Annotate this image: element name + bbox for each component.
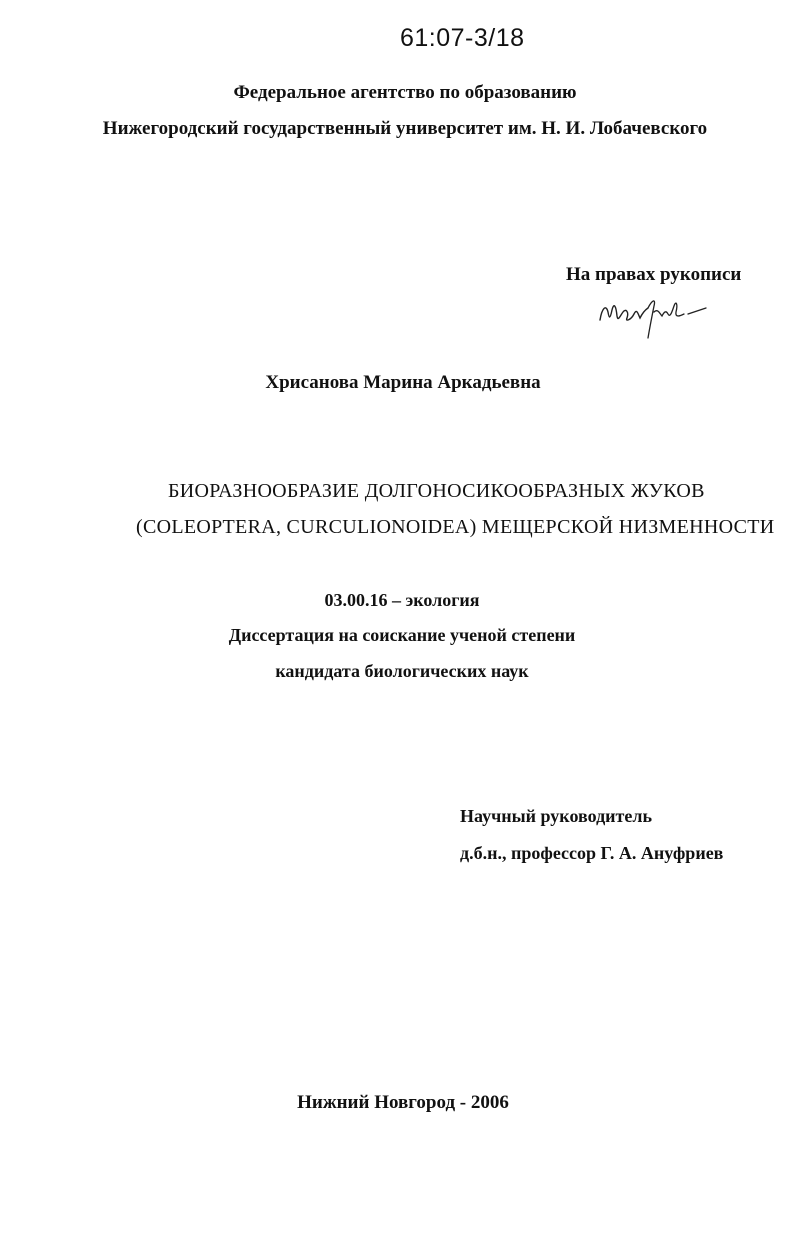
dissertation-title-line-2: (COLEOPTERA, CURCULIONOIDEA) МЕЩЕРСКОЙ НИЗМЕННОСТИ	[136, 516, 775, 538]
handwritten-signature	[596, 290, 708, 340]
dissertation-title-line-1: БИОРАЗНООБРАЗИЕ ДОЛГОНОСИКООБРАЗНЫХ ЖУКОВ	[168, 480, 705, 502]
degree-statement: кандидата биологических наук	[275, 661, 529, 681]
supervisor-name: д.б.н., профессор Г. А. Ануфриев	[460, 843, 724, 863]
author-name: Хрисанова Марина Аркадьевна	[265, 372, 541, 393]
place-and-year: Нижний Новгород - 2006	[297, 1092, 509, 1113]
university-name: Нижегородский государственный университет им. Н. И. Лобачевского	[102, 118, 708, 139]
supervisor-label: Научный руководитель	[460, 806, 652, 826]
specialty-code: 03.00.16 – экология	[324, 590, 480, 610]
registry-code: 61:07-3/18	[400, 24, 525, 52]
dissertation-statement: Диссертация на соискание ученой степени	[228, 625, 576, 645]
rights-note: На правах рукописи	[566, 264, 742, 285]
agency-name: Федеральное агентство по образованию	[233, 82, 577, 103]
